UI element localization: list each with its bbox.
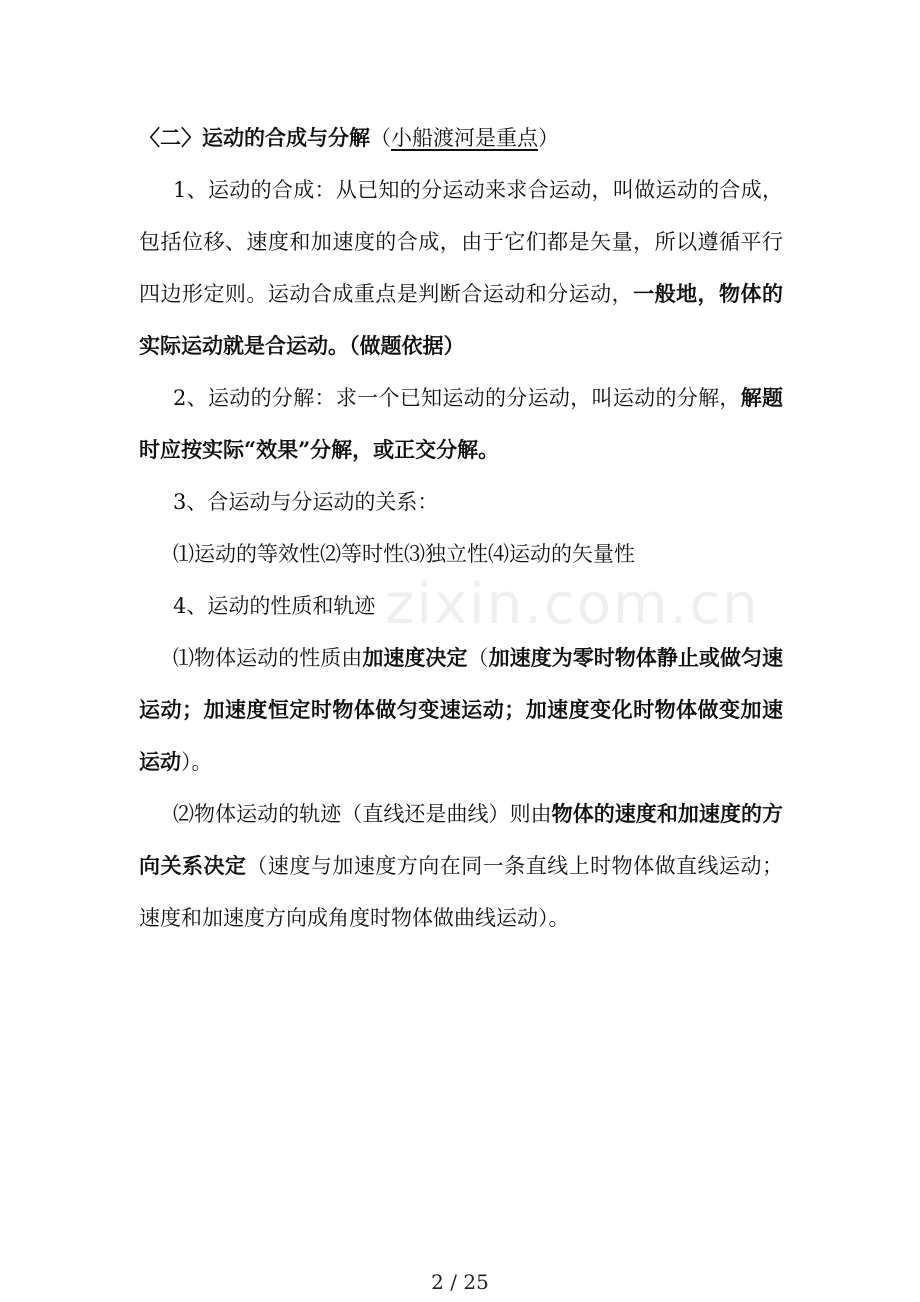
- heading-paren-open: （: [370, 126, 391, 150]
- paragraph-nature-title: 4、运动的性质和轨迹: [173, 594, 376, 618]
- paragraph-trajectory: [139, 788, 783, 944]
- paragraph-trajectory-text-a: ⑵物体运动的轨迹（直线还是曲线）则由: [173, 802, 552, 826]
- paragraph-relation-items: ⑴运动的等效性⑵等时性⑶独立性⑷运动的矢量性: [173, 542, 635, 566]
- paragraph-nature-text-a: ⑴物体运动的性质由: [173, 646, 363, 670]
- paragraph-nature-text-b: （: [467, 646, 489, 670]
- paragraph-composition: [139, 164, 783, 372]
- paragraph-decomposition-bold: 解题时应按实际“效果”分解，或正交分解。: [139, 385, 784, 462]
- document-body: [139, 112, 783, 944]
- paragraph-relation: 3、合运动与分运动的关系：: [173, 490, 439, 514]
- watermark: zixin.com.cn: [385, 572, 760, 637]
- page-number: 2 / 25: [431, 1270, 489, 1294]
- paragraph-decomposition-text: 2、运动的分解：求一个已知运动的分运动，叫运动的分解，: [173, 386, 741, 410]
- heading-key-point: 小船渡河是重点: [391, 126, 538, 150]
- paragraph-nature: [139, 632, 783, 788]
- paragraph-nature-text-c: ）。: [181, 750, 213, 774]
- paragraph-composition-text: 1、运动的合成：从已知的分运动来求合运动，叫做运动的合成，包括位移、速度和加速度的合成，由于它们都是矢量，所以遵循平行四边形定则。运动合成重点是判断合运动和分运动，: [139, 178, 783, 306]
- section-heading-title: 〈二〉运动的合成与分解: [139, 125, 370, 150]
- section-heading: [139, 112, 783, 164]
- paragraph-composition-bold: 一般地，物体的实际运动就是合运动。（做题依据）: [139, 281, 784, 358]
- heading-paren-close: ）: [538, 126, 559, 150]
- paragraph-nature-bold-a: 加速度决定: [362, 645, 468, 670]
- paragraph-trajectory-bold-a: 物体的速度和加速度的方向关系决定: [139, 801, 784, 878]
- paragraph-decomposition: [139, 372, 783, 476]
- paragraph-trajectory-text-b: （速度与加速度方向在同一条直线上时物体做直线运动；速度和加速度方向成角度时物体做曲线运动）。: [139, 854, 784, 930]
- paragraph-nature-bold-b: 加速度为零时物体静止或做匀速运动；加速度恒定时物体做匀变速运动；加速度变化时物体做变加速运动: [139, 645, 784, 774]
